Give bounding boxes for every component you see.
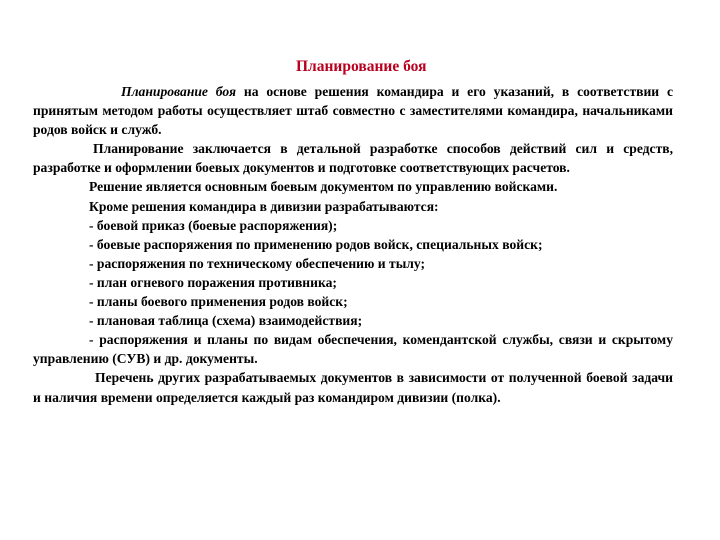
paragraph-text: на основе решения командира и его указаний, в соответствии с принятым методом работы осуществляет штаб совместно с заместителями командира, начальниками родов войск и служб. bbox=[33, 84, 673, 138]
list-item: - боевой приказ (боевые распоряжения); bbox=[89, 217, 338, 233]
list-item: - распоряжения и планы по видам обеспечения, комендантской службы, связи и скрытому управлению (СУВ) и др. документы. bbox=[33, 332, 673, 367]
list-item: - боевые распоряжения по применению родов войск, специальных войск; bbox=[89, 236, 543, 252]
list-item: - планы боевого применения родов войск; bbox=[89, 294, 348, 310]
list-item: - плановая таблица (схема) взаимодействия; bbox=[89, 313, 363, 329]
slide-title: Планирование боя bbox=[296, 58, 427, 75]
slide-body bbox=[33, 82, 673, 407]
paragraph-other-documents: Перечень других разрабатываемых документов в зависимости от полученной боевой задачи и наличия времени определяется каждый раз командиром дивизии (полка). bbox=[33, 370, 673, 405]
paragraph-decision: Решение является основным боевым документом по управлению войсками. bbox=[89, 179, 558, 195]
paragraph-planning-intro bbox=[33, 82, 673, 139]
italic-term: Планирование боя bbox=[121, 84, 237, 99]
paragraph-planning-details: Планирование заключается в детальной разработке способов действий сил и средств, разработке и оформлении боевых документов и подготовке соответствующих расчетов. bbox=[33, 141, 673, 176]
list-item: - распоряжения по техническому обеспечению и тылу; bbox=[89, 255, 426, 271]
list-item: - план огневого поражения противника; bbox=[89, 274, 337, 290]
paragraph-documents-intro: Кроме решения командира в дивизии разрабатываются: bbox=[89, 198, 439, 214]
